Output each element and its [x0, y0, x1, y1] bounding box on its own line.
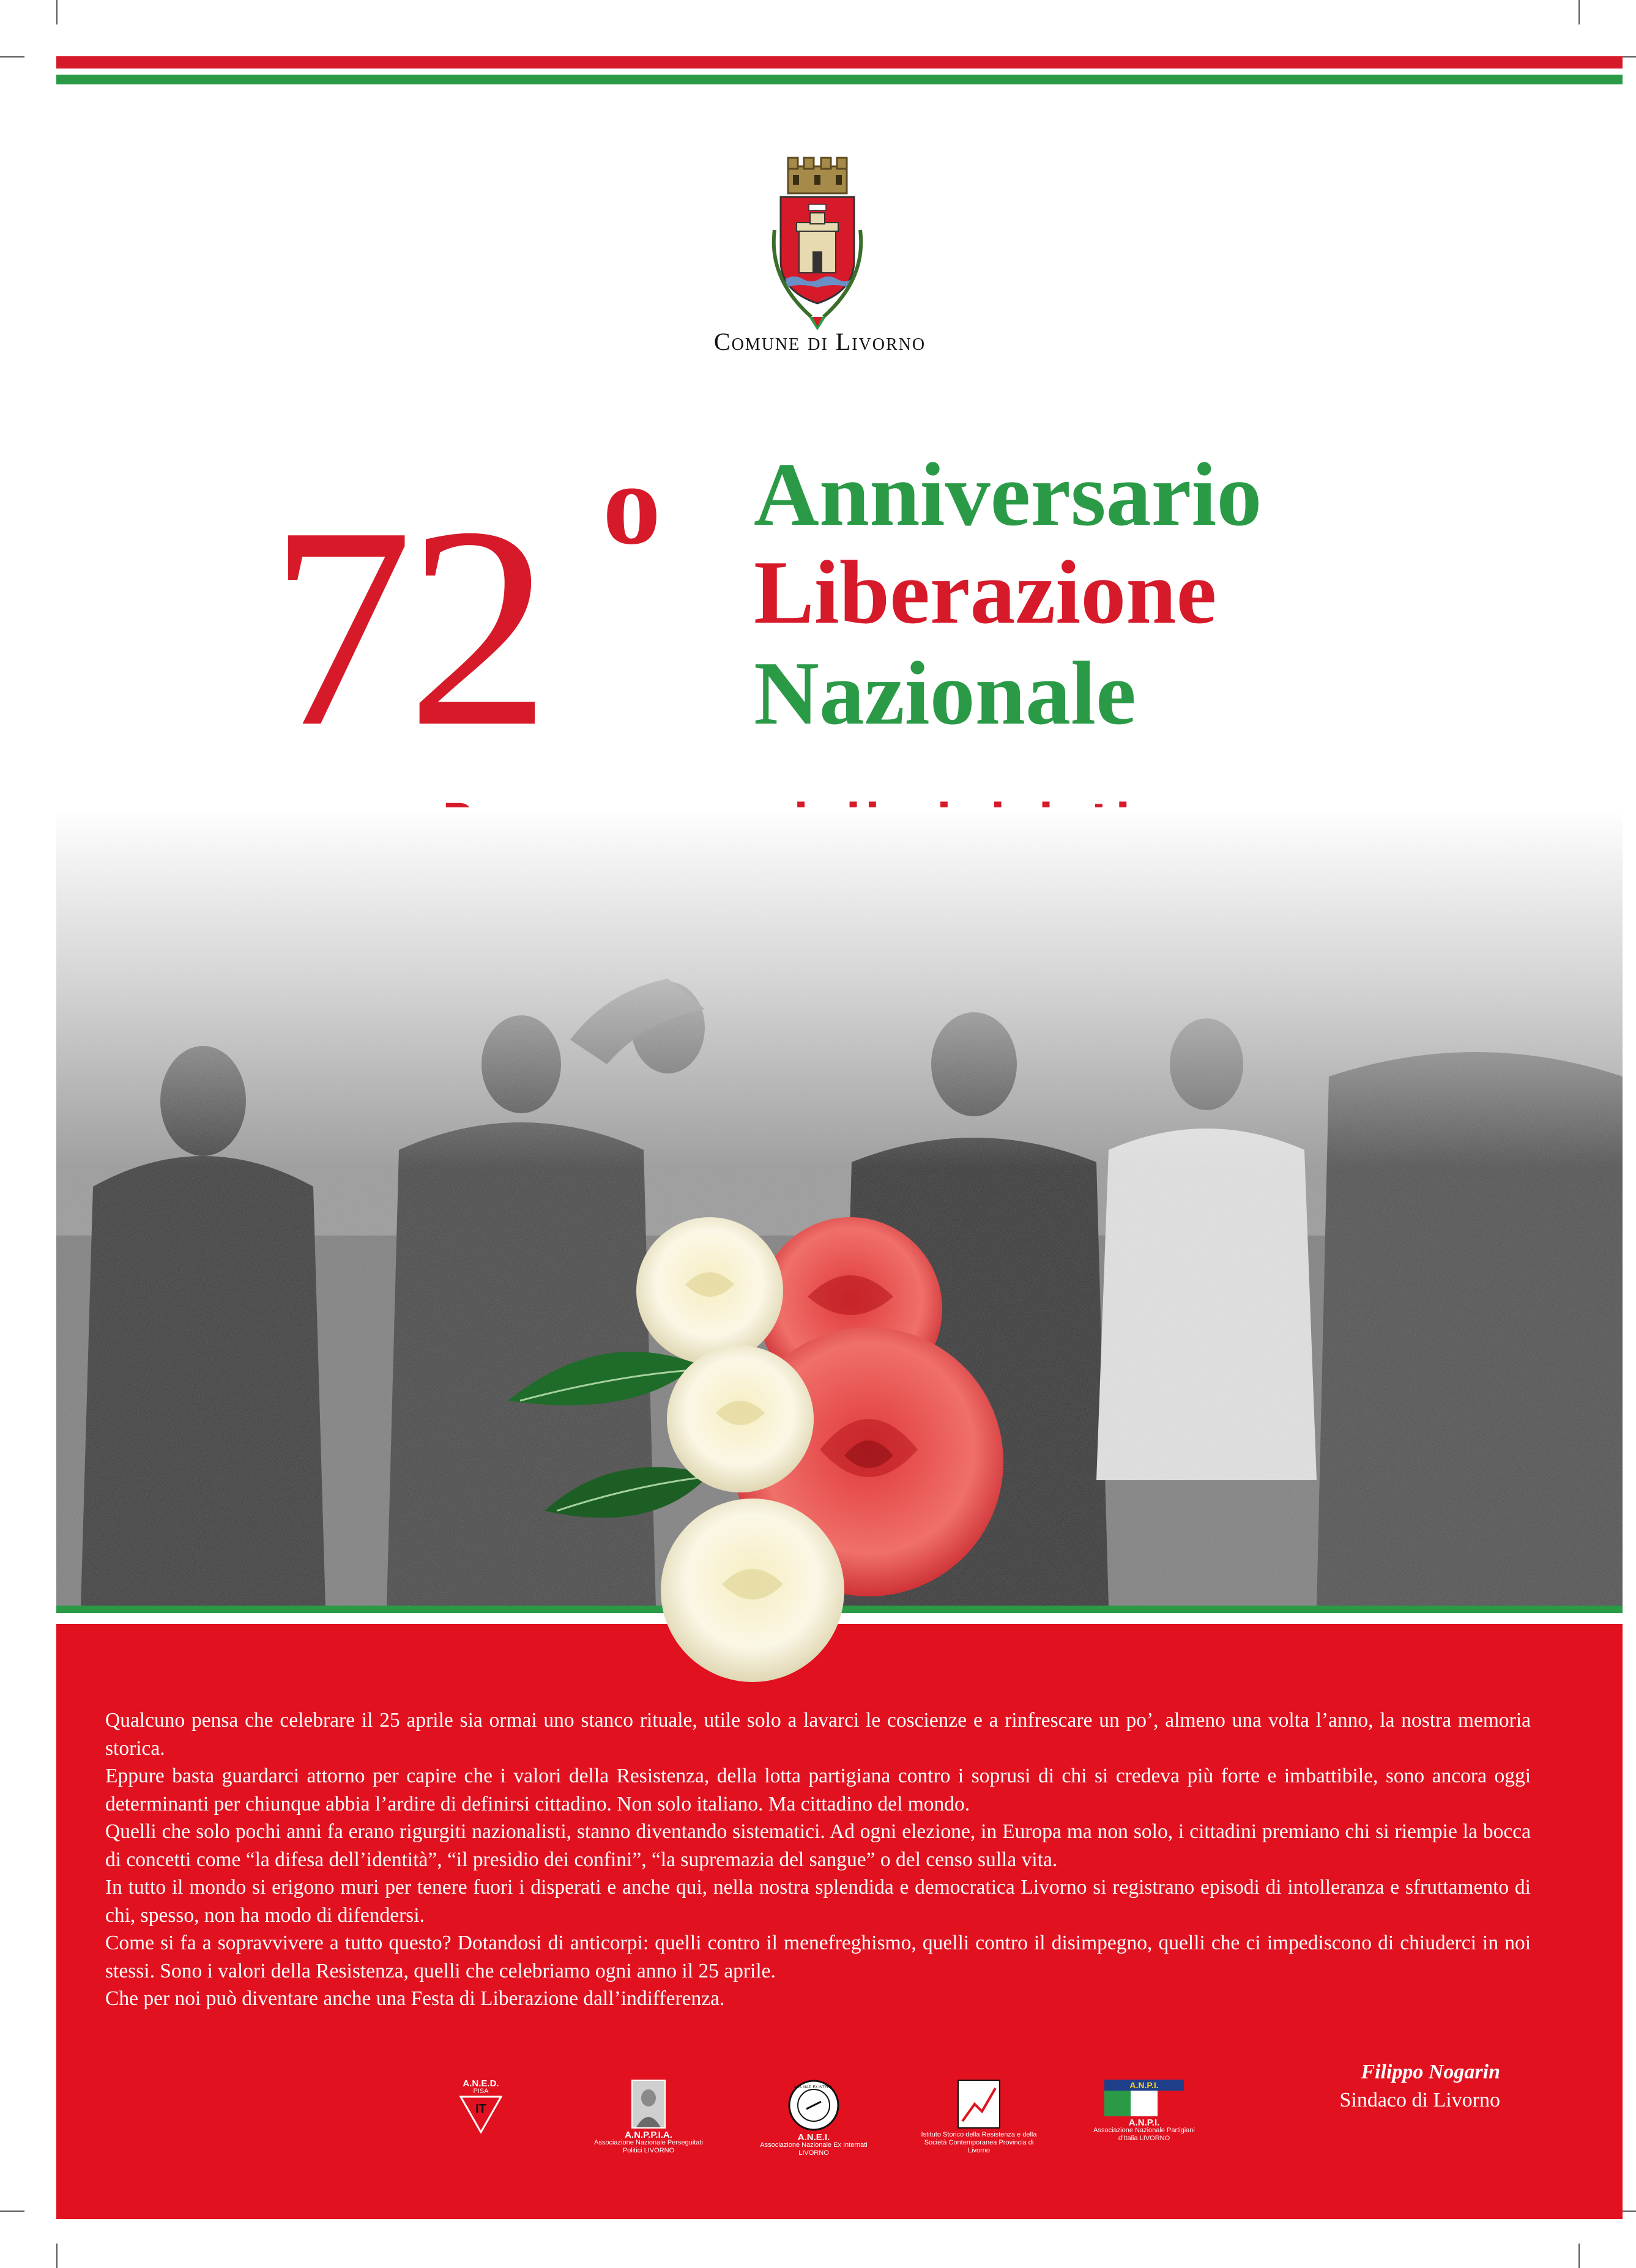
- logo-anpi-title: A.N.P.I.: [1128, 2118, 1160, 2128]
- municipality-name: Comune di Livorno: [713, 328, 926, 355]
- letter-paragraph: Che per noi può diventare anche una Festa di Liberazione dall’indifferenza.: [105, 1987, 725, 2010]
- logo-anei-title: A.N.E.I.: [797, 2132, 830, 2143]
- anniversary-number: 72: [269, 467, 545, 786]
- chart-seal-icon: [957, 2080, 1000, 2129]
- letter-paragraph: Eppure basta guardarci attorno per capire che i valori della Resistenza, della lotta partigiana contro i soprusi di chi si credeva più forte e imbattibile, sono ancora oggi determinanti per chiunque abbia l’ardire di definirsi cittadino. Non solo italiano. Ma cittadino del mondo.: [105, 1765, 1531, 1815]
- logo-anppia: [587, 2080, 710, 2155]
- roses-bouquet-icon: [489, 1217, 1089, 1694]
- logo-anppia-title: A.N.P.P.I.A.: [625, 2130, 672, 2140]
- logo-anpi-badge: A.N.P.I.: [1129, 2080, 1159, 2090]
- logo-anei: [753, 2080, 875, 2157]
- title-line-nazionale: Nazionale: [754, 643, 1136, 744]
- crop-mark: [1578, 0, 1580, 24]
- coat-of-arms-icon: [756, 157, 879, 334]
- logo-aned-caption: PISA: [473, 2088, 489, 2095]
- signature-name: Filippo Nogarin: [1361, 2061, 1500, 2083]
- top-red-stripe: [56, 56, 1623, 69]
- logo-istoreco-caption: Istituto Storico della Resistenza e della Società Contemporanea Provincia di Livorno: [921, 2131, 1037, 2154]
- portrait-icon: [631, 2080, 666, 2129]
- logo-anpi: [1083, 2080, 1205, 2143]
- mayor-letter: [105, 1707, 1531, 2013]
- crop-mark: [0, 2211, 24, 2212]
- logo-anppia-caption: Associazione Nazionale Perseguitati Politici LIVORNO: [594, 2139, 703, 2154]
- letter-signature: [1339, 2058, 1500, 2114]
- letter-paragraph: Qualcuno pensa che celebrare il 25 aprile sia ormai uno stanco rituale, utile solo a lavarci le coscienze e a rinfrescare un po’, almeno una volta l’anno, la nostra memoria storica.: [105, 1709, 1531, 1760]
- logo-istoreco: [918, 2080, 1040, 2155]
- top-green-stripe: [56, 75, 1623, 84]
- crop-mark: [56, 0, 58, 24]
- crop-mark: [1578, 2244, 1580, 2268]
- title-line-anniversario: Anniversario: [754, 445, 1262, 545]
- logo-anpi-caption: Associazione Nazionale Partigiani d’Italia LIVORNO: [1093, 2127, 1195, 2142]
- title-line-liberazione: Liberazione: [754, 543, 1217, 643]
- signature-role: Sindaco di Livorno: [1339, 2089, 1500, 2111]
- logo-aned: [420, 2080, 542, 2136]
- round-seal-icon: [788, 2080, 839, 2131]
- letter-paragraph: In tutto il mondo si erigono muri per tenere fuori i disperati e anche qui, nella nostra splendida e democratica Livorno si registrano episodi di intolleranza e sfruttamento di chi, spesso, non ha modo di difendersi.: [105, 1876, 1531, 1927]
- ordinal-indicator: o: [603, 440, 661, 569]
- logo-aned-badge: IT: [475, 2102, 486, 2116]
- top-white-stripe: [56, 69, 1623, 75]
- letter-paragraph: Come si fa a sopravvivere a tutto questo? Dotandosi di anticorpi: quelli contro il menefreghismo, quelli contro il disimpegno, quelli che ci impediscono di chiuderci in noi stessi. Sono i valori della Resistenza, quelli che celebriamo ogni anno il 25 aprile.: [105, 1932, 1531, 1982]
- logo-aned-title: A.N.E.D.: [463, 2078, 499, 2089]
- letter-paragraph: Quelli che solo pochi anni fa erano rigurgiti nazionalisti, stanno diventando sistematici. Ad ogni elezione, in Europa ma non solo, i cittadini premiano chi si riempie la bocca di concetti come “la difesa dell’identità”, “il presidio dei confini”, “la supremazia del sangue” o del censo sulla vita.: [105, 1820, 1531, 1871]
- logo-anei-badge: ASS. NAZ. EX INTERN.: [794, 2086, 834, 2089]
- crop-mark: [0, 56, 24, 57]
- logo-anei-caption: Associazione Nazionale Ex Internati LIVORNO: [760, 2141, 868, 2157]
- crop-mark: [56, 2244, 58, 2268]
- flag-star-icon: [1104, 2080, 1184, 2116]
- triangle-it-icon: [459, 2096, 502, 2133]
